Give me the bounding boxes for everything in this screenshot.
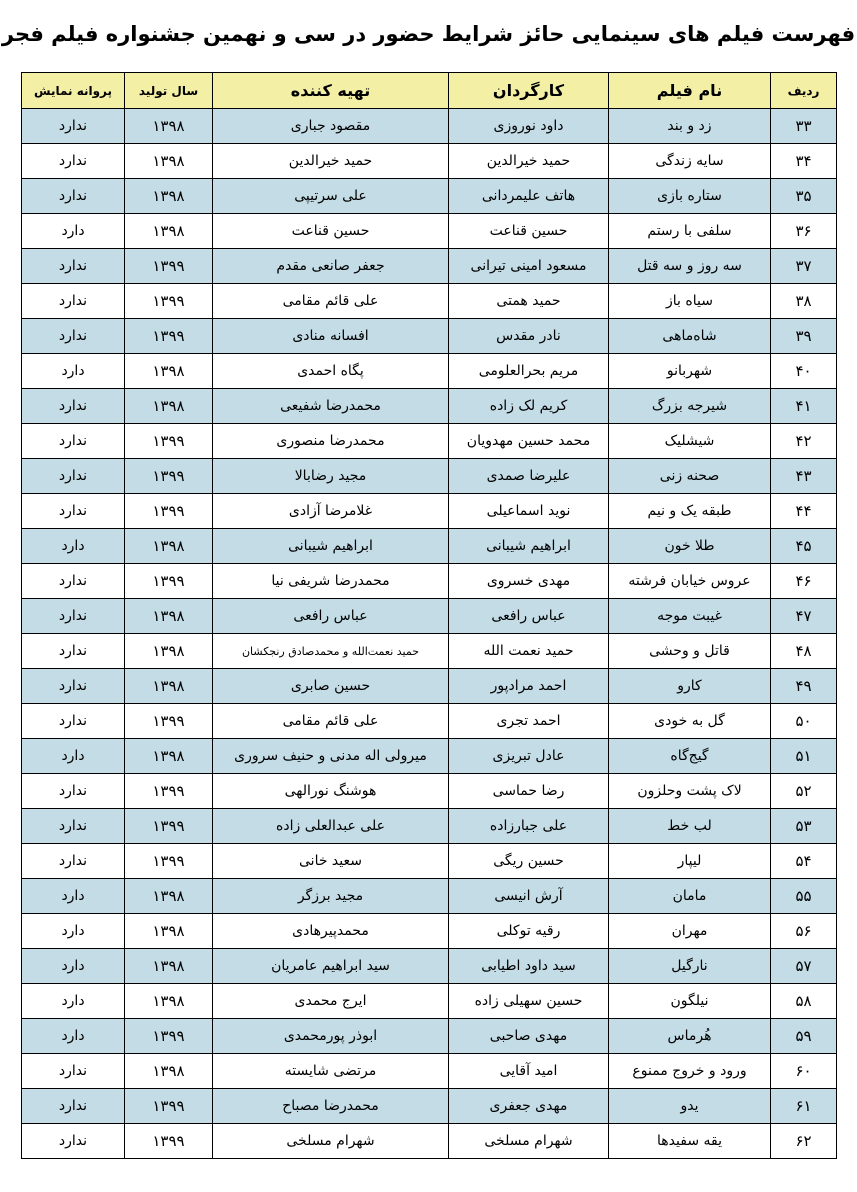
film-name: طبقه یک و نیم bbox=[609, 494, 771, 529]
production-year: ۱۳۹۸ bbox=[125, 914, 213, 949]
producer-name: علی سرتیپی bbox=[213, 179, 449, 214]
film-name: شهربانو bbox=[609, 354, 771, 389]
director-name: احمد تجری bbox=[449, 704, 609, 739]
screening-license: دارد bbox=[22, 914, 125, 949]
film-name: سه روز و سه قتل bbox=[609, 249, 771, 284]
header-license: پروانه نمایش bbox=[22, 73, 125, 109]
film-name: طلا خون bbox=[609, 529, 771, 564]
producer-name: هوشنگ نورالهی bbox=[213, 774, 449, 809]
director-name: کریم لک زاده bbox=[449, 389, 609, 424]
screening-license: ندارد bbox=[22, 179, 125, 214]
producer-name: سید ابراهیم عامریان bbox=[213, 949, 449, 984]
row-number: ۳۸ bbox=[771, 284, 837, 319]
table-row bbox=[22, 249, 837, 284]
film-name: لیپار bbox=[609, 844, 771, 879]
table-row bbox=[22, 179, 837, 214]
screening-license: ندارد bbox=[22, 844, 125, 879]
director-name: آرش انیسی bbox=[449, 879, 609, 914]
header-director: کارگردان bbox=[449, 73, 609, 109]
row-number: ۴۷ bbox=[771, 599, 837, 634]
table-body bbox=[22, 109, 837, 1159]
production-year: ۱۳۹۹ bbox=[125, 459, 213, 494]
table-row bbox=[22, 354, 837, 389]
director-name: شهرام مسلخی bbox=[449, 1124, 609, 1159]
producer-name: محمدرضا شفیعی bbox=[213, 389, 449, 424]
header-name: نام فیلم bbox=[609, 73, 771, 109]
producer-name: ایرج محمدی bbox=[213, 984, 449, 1019]
film-name: مهران bbox=[609, 914, 771, 949]
row-number: ۳۷ bbox=[771, 249, 837, 284]
table-row bbox=[22, 949, 837, 984]
film-name: قاتل و وحشی bbox=[609, 634, 771, 669]
director-name: رقیه توکلی bbox=[449, 914, 609, 949]
table-row bbox=[22, 634, 837, 669]
row-number: ۵۳ bbox=[771, 809, 837, 844]
director-name: مریم بحرالعلومی bbox=[449, 354, 609, 389]
row-number: ۴۵ bbox=[771, 529, 837, 564]
production-year: ۱۳۹۸ bbox=[125, 1054, 213, 1089]
row-number: ۵۹ bbox=[771, 1019, 837, 1054]
producer-name: علی عبدالعلی زاده bbox=[213, 809, 449, 844]
table-row bbox=[22, 319, 837, 354]
screening-license: ندارد bbox=[22, 1089, 125, 1124]
producer-name: مجید رضابالا bbox=[213, 459, 449, 494]
table-row bbox=[22, 914, 837, 949]
production-year: ۱۳۹۹ bbox=[125, 1019, 213, 1054]
screening-license: ندارد bbox=[22, 249, 125, 284]
producer-name: ابوذر پورمحمدی bbox=[213, 1019, 449, 1054]
production-year: ۱۳۹۸ bbox=[125, 949, 213, 984]
screening-license: دارد bbox=[22, 879, 125, 914]
screening-license: ندارد bbox=[22, 1124, 125, 1159]
producer-name: محمدرضا شریفی نیا bbox=[213, 564, 449, 599]
screening-license: دارد bbox=[22, 739, 125, 774]
table-row bbox=[22, 774, 837, 809]
production-year: ۱۳۹۸ bbox=[125, 179, 213, 214]
production-year: ۱۳۹۹ bbox=[125, 319, 213, 354]
screening-license: دارد bbox=[22, 984, 125, 1019]
screening-license: ندارد bbox=[22, 704, 125, 739]
film-name: لب خط bbox=[609, 809, 771, 844]
producer-name: مقصود جباری bbox=[213, 109, 449, 144]
screening-license: ندارد bbox=[22, 494, 125, 529]
production-year: ۱۳۹۸ bbox=[125, 739, 213, 774]
production-year: ۱۳۹۹ bbox=[125, 1089, 213, 1124]
table-row bbox=[22, 739, 837, 774]
director-name: هاتف علیمردانی bbox=[449, 179, 609, 214]
producer-name: محمدرضا منصوری bbox=[213, 424, 449, 459]
production-year: ۱۳۹۹ bbox=[125, 704, 213, 739]
table-row bbox=[22, 704, 837, 739]
producer-name: سعید خانی bbox=[213, 844, 449, 879]
producer-name: حمید خیرالدین bbox=[213, 144, 449, 179]
production-year: ۱۳۹۸ bbox=[125, 984, 213, 1019]
producer-name: محمدرضا مصباح bbox=[213, 1089, 449, 1124]
table-row bbox=[22, 984, 837, 1019]
table-row bbox=[22, 669, 837, 704]
director-name: ابراهیم شیبانی bbox=[449, 529, 609, 564]
row-number: ۵۸ bbox=[771, 984, 837, 1019]
production-year: ۱۳۹۸ bbox=[125, 354, 213, 389]
screening-license: ندارد bbox=[22, 389, 125, 424]
production-year: ۱۳۹۹ bbox=[125, 494, 213, 529]
director-name: عادل تبریزی bbox=[449, 739, 609, 774]
header-year: سال تولید bbox=[125, 73, 213, 109]
table-row bbox=[22, 844, 837, 879]
film-name: سیاه باز bbox=[609, 284, 771, 319]
producer-name: پگاه احمدی bbox=[213, 354, 449, 389]
screening-license: ندارد bbox=[22, 634, 125, 669]
screening-license: دارد bbox=[22, 354, 125, 389]
production-year: ۱۳۹۹ bbox=[125, 809, 213, 844]
screening-license: دارد bbox=[22, 1019, 125, 1054]
row-number: ۵۶ bbox=[771, 914, 837, 949]
table-row bbox=[22, 284, 837, 319]
screening-license: دارد bbox=[22, 529, 125, 564]
screening-license: دارد bbox=[22, 949, 125, 984]
producer-name: میرولی اله مدنی و حنیف سروری bbox=[213, 739, 449, 774]
production-year: ۱۳۹۹ bbox=[125, 844, 213, 879]
table-row bbox=[22, 424, 837, 459]
director-name: نوید اسماعیلی bbox=[449, 494, 609, 529]
production-year: ۱۳۹۸ bbox=[125, 214, 213, 249]
director-name: حسین سهیلی زاده bbox=[449, 984, 609, 1019]
table-row bbox=[22, 214, 837, 249]
film-name: سایه زندگی bbox=[609, 144, 771, 179]
table-row bbox=[22, 599, 837, 634]
film-name: شیرجه بزرگ bbox=[609, 389, 771, 424]
film-name: لاک پشت وحلزون bbox=[609, 774, 771, 809]
row-number: ۴۱ bbox=[771, 389, 837, 424]
production-year: ۱۳۹۸ bbox=[125, 599, 213, 634]
screening-license: ندارد bbox=[22, 599, 125, 634]
director-name: داود نوروزی bbox=[449, 109, 609, 144]
screening-license: ندارد bbox=[22, 144, 125, 179]
film-name: ستاره بازی bbox=[609, 179, 771, 214]
row-number: ۵۲ bbox=[771, 774, 837, 809]
production-year: ۱۳۹۹ bbox=[125, 564, 213, 599]
screening-license: ندارد bbox=[22, 809, 125, 844]
film-name: نیلگون bbox=[609, 984, 771, 1019]
films-table bbox=[21, 72, 837, 1159]
producer-name: غلامرضا آزادی bbox=[213, 494, 449, 529]
director-name: مهدی جعفری bbox=[449, 1089, 609, 1124]
row-number: ۵۱ bbox=[771, 739, 837, 774]
row-number: ۶۰ bbox=[771, 1054, 837, 1089]
director-name: حمید خیرالدین bbox=[449, 144, 609, 179]
row-number: ۳۶ bbox=[771, 214, 837, 249]
page-title: فهرست فیلم های سینمایی حائز شرایط حضور در سی و نهمین جشنواره فیلم فجر bbox=[1, 22, 856, 46]
director-name: نادر مقدس bbox=[449, 319, 609, 354]
row-number: ۴۴ bbox=[771, 494, 837, 529]
production-year: ۱۳۹۹ bbox=[125, 249, 213, 284]
screening-license: ندارد bbox=[22, 669, 125, 704]
table-row bbox=[22, 879, 837, 914]
production-year: ۱۳۹۸ bbox=[125, 529, 213, 564]
screening-license: دارد bbox=[22, 214, 125, 249]
row-number: ۴۸ bbox=[771, 634, 837, 669]
director-name: مسعود امینی تیرانی bbox=[449, 249, 609, 284]
film-name: نارگیل bbox=[609, 949, 771, 984]
director-name: علی جبارزاده bbox=[449, 809, 609, 844]
table-row bbox=[22, 1019, 837, 1054]
film-name: مامان bbox=[609, 879, 771, 914]
producer-name: ابراهیم شیبانی bbox=[213, 529, 449, 564]
director-name: احمد مرادپور bbox=[449, 669, 609, 704]
screening-license: ندارد bbox=[22, 564, 125, 599]
producer-name: عباس رافعی bbox=[213, 599, 449, 634]
row-number: ۴۰ bbox=[771, 354, 837, 389]
row-number: ۴۳ bbox=[771, 459, 837, 494]
production-year: ۱۳۹۸ bbox=[125, 669, 213, 704]
table-row bbox=[22, 389, 837, 424]
producer-name: افسانه منادی bbox=[213, 319, 449, 354]
film-name: یدو bbox=[609, 1089, 771, 1124]
producer-name: حسین قناعت bbox=[213, 214, 449, 249]
production-year: ۱۳۹۹ bbox=[125, 774, 213, 809]
director-name: محمد حسین مهدویان bbox=[449, 424, 609, 459]
table-row bbox=[22, 809, 837, 844]
row-number: ۴۲ bbox=[771, 424, 837, 459]
producer-name: حسین صابری bbox=[213, 669, 449, 704]
production-year: ۱۳۹۸ bbox=[125, 389, 213, 424]
producer-name: علی قائم مقامی bbox=[213, 704, 449, 739]
header-producer: تهیه کننده bbox=[213, 73, 449, 109]
row-number: ۳۵ bbox=[771, 179, 837, 214]
film-name: کارو bbox=[609, 669, 771, 704]
director-name: امید آقایی bbox=[449, 1054, 609, 1089]
producer-name: جعفر صانعی مقدم bbox=[213, 249, 449, 284]
producer-name: علی قائم مقامی bbox=[213, 284, 449, 319]
film-name: شاه‌ماهی bbox=[609, 319, 771, 354]
row-number: ۳۴ bbox=[771, 144, 837, 179]
film-name: عروس خیابان فرشته bbox=[609, 564, 771, 599]
screening-license: ندارد bbox=[22, 459, 125, 494]
screening-license: ندارد bbox=[22, 284, 125, 319]
film-name: سلفی با رستم bbox=[609, 214, 771, 249]
director-name: مهدی صاحبی bbox=[449, 1019, 609, 1054]
film-name: ورود و خروج ممنوع bbox=[609, 1054, 771, 1089]
table-row bbox=[22, 1089, 837, 1124]
director-name: حمید همتی bbox=[449, 284, 609, 319]
director-name: حمید نعمت الله bbox=[449, 634, 609, 669]
table-row bbox=[22, 494, 837, 529]
screening-license: ندارد bbox=[22, 424, 125, 459]
director-name: مهدی خسروی bbox=[449, 564, 609, 599]
production-year: ۱۳۹۹ bbox=[125, 424, 213, 459]
screening-license: ندارد bbox=[22, 774, 125, 809]
production-year: ۱۳۹۸ bbox=[125, 109, 213, 144]
row-number: ۴۹ bbox=[771, 669, 837, 704]
film-name: شیشلیک bbox=[609, 424, 771, 459]
director-name: عباس رافعی bbox=[449, 599, 609, 634]
table-row bbox=[22, 144, 837, 179]
table-row bbox=[22, 564, 837, 599]
director-name: حسین قناعت bbox=[449, 214, 609, 249]
table-row bbox=[22, 529, 837, 564]
producer-name: حمید نعمت‌الله و محمدصادق رنجکشان bbox=[213, 634, 449, 669]
film-name: هُرماس bbox=[609, 1019, 771, 1054]
director-name: علیرضا صمدی bbox=[449, 459, 609, 494]
table-header bbox=[22, 73, 837, 109]
producer-name: شهرام مسلخی bbox=[213, 1124, 449, 1159]
header-num: ردیف bbox=[771, 73, 837, 109]
row-number: ۳۳ bbox=[771, 109, 837, 144]
table-row bbox=[22, 459, 837, 494]
screening-license: ندارد bbox=[22, 1054, 125, 1089]
production-year: ۱۳۹۹ bbox=[125, 1124, 213, 1159]
film-name: غیبت موجه bbox=[609, 599, 771, 634]
producer-name: مرتضی شایسته bbox=[213, 1054, 449, 1089]
film-name: زد و بند bbox=[609, 109, 771, 144]
table-row bbox=[22, 1054, 837, 1089]
production-year: ۱۳۹۹ bbox=[125, 284, 213, 319]
screening-license: ندارد bbox=[22, 319, 125, 354]
row-number: ۵۵ bbox=[771, 879, 837, 914]
production-year: ۱۳۹۸ bbox=[125, 879, 213, 914]
row-number: ۵۷ bbox=[771, 949, 837, 984]
director-name: رضا حماسی bbox=[449, 774, 609, 809]
header-row bbox=[22, 73, 837, 109]
production-year: ۱۳۹۸ bbox=[125, 144, 213, 179]
row-number: ۵۰ bbox=[771, 704, 837, 739]
table-row bbox=[22, 109, 837, 144]
producer-name: مجید برزگر bbox=[213, 879, 449, 914]
film-name: صحنه زنی bbox=[609, 459, 771, 494]
row-number: ۴۶ bbox=[771, 564, 837, 599]
director-name: سید داود اطیابی bbox=[449, 949, 609, 984]
film-name: یقه سفیدها bbox=[609, 1124, 771, 1159]
row-number: ۳۹ bbox=[771, 319, 837, 354]
film-name: گل به خودی bbox=[609, 704, 771, 739]
producer-name: محمدپیرهادی bbox=[213, 914, 449, 949]
film-name: گیج‌گاه bbox=[609, 739, 771, 774]
screening-license: ندارد bbox=[22, 109, 125, 144]
row-number: ۶۲ bbox=[771, 1124, 837, 1159]
director-name: حسین ریگی bbox=[449, 844, 609, 879]
production-year: ۱۳۹۸ bbox=[125, 634, 213, 669]
row-number: ۶۱ bbox=[771, 1089, 837, 1124]
table-row bbox=[22, 1124, 837, 1159]
row-number: ۵۴ bbox=[771, 844, 837, 879]
